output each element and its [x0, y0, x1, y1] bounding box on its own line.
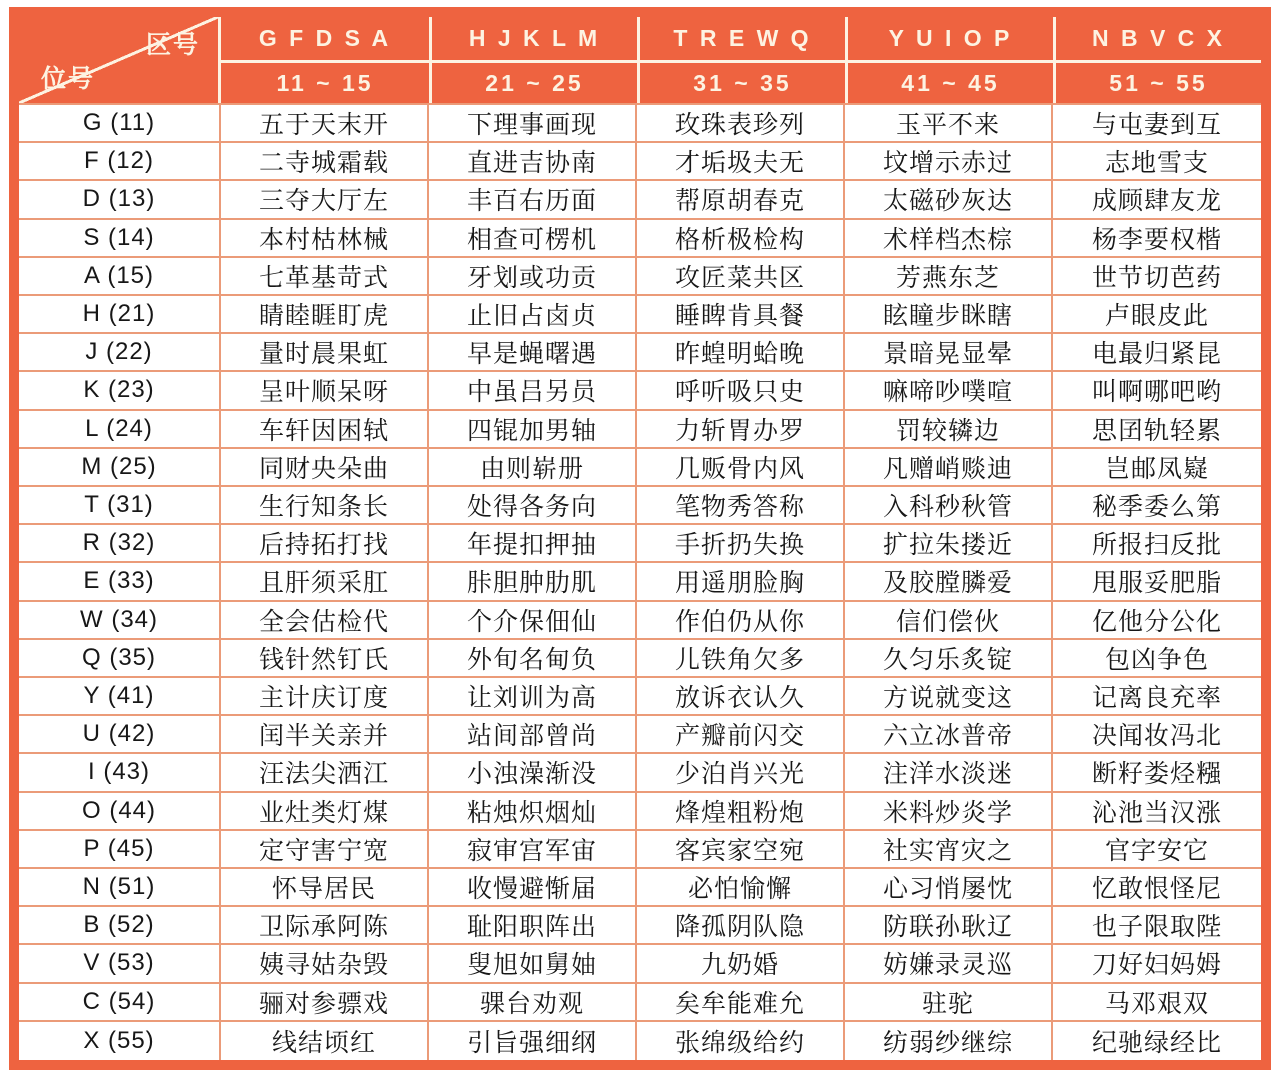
position-number-label: 位号	[41, 65, 96, 93]
code-cell: 客宾家空宛	[637, 831, 845, 869]
code-cell: 收慢避惭届	[429, 869, 637, 907]
code-cell: 作伯仍从你	[637, 602, 845, 640]
row-key-label: L (24)	[19, 411, 221, 449]
code-cell: 用遥朋脸胸	[637, 563, 845, 601]
code-cell: 社实宵灾之	[845, 831, 1053, 869]
code-cell: 牙划或功贡	[429, 258, 637, 296]
code-cell: 刀好妇妈姆	[1053, 945, 1261, 983]
code-cell: 沁池当汉涨	[1053, 793, 1261, 831]
code-cell: 方说就变这	[845, 678, 1053, 716]
code-cell: 也子限取陛	[1053, 907, 1261, 945]
row-key-label: Q (35)	[19, 640, 221, 678]
row-key-label: H (21)	[19, 296, 221, 334]
code-cell: 眩瞳步眯瞎	[845, 296, 1053, 334]
code-cell: 寂审宫军宙	[429, 831, 637, 869]
code-cell: 线结顷红	[221, 1022, 429, 1060]
row-key-label: X (55)	[19, 1022, 221, 1060]
code-cell: 太磁砂灰达	[845, 181, 1053, 219]
code-cell: 忆敢恨怪尼	[1053, 869, 1261, 907]
code-cell: 几贩骨内风	[637, 449, 845, 487]
header-range-group-1: 11 ~ 15	[221, 60, 429, 103]
code-cell: 玉平不来	[845, 105, 1053, 143]
code-cell: 处得各务向	[429, 487, 637, 525]
code-cell: 中虽吕另员	[429, 372, 637, 410]
code-cell: 产瓣前闪交	[637, 716, 845, 754]
code-cell: 电最归紧昆	[1053, 334, 1261, 372]
code-cell: 睡睥肯具餐	[637, 296, 845, 334]
header-range-group-4: 41 ~ 45	[845, 60, 1053, 103]
code-cell: 坟增示赤过	[845, 143, 1053, 181]
code-cell: 世节切芭药	[1053, 258, 1261, 296]
code-cell: 主计庆订度	[221, 678, 429, 716]
code-cell: 卫际承阿陈	[221, 907, 429, 945]
header-range-group-5: 51 ~ 55	[1053, 60, 1261, 103]
code-cell: 年提扣押抽	[429, 525, 637, 563]
code-cell: 笔物秀答称	[637, 487, 845, 525]
code-cell: 信们偿伙	[845, 602, 1053, 640]
code-cell: 嘛啼吵噗喧	[845, 372, 1053, 410]
row-key-label: E (33)	[19, 563, 221, 601]
code-cell: 怀导居民	[221, 869, 429, 907]
code-cell: 景暗晃显晕	[845, 334, 1053, 372]
code-cell: 由则崭册	[429, 449, 637, 487]
code-cell: 断籽娄烃糨	[1053, 754, 1261, 792]
row-key-label: O (44)	[19, 793, 221, 831]
code-cell: 三夺大厅左	[221, 181, 429, 219]
code-cell: 米料炒炎学	[845, 793, 1053, 831]
header-keys-group-4: Y U I O P	[845, 17, 1053, 60]
code-cell: 注洋水淡迷	[845, 754, 1053, 792]
code-cell: 四锟加男轴	[429, 411, 637, 449]
code-cell: 少泊肖兴光	[637, 754, 845, 792]
row-key-label: B (52)	[19, 907, 221, 945]
code-cell: 引旨强细纲	[429, 1022, 637, 1060]
header-keys-group-5: N B V C X	[1053, 17, 1261, 60]
code-cell: 杨李要权楷	[1053, 220, 1261, 258]
code-cell: 同财央朵曲	[221, 449, 429, 487]
code-cell: 全会估检代	[221, 602, 429, 640]
code-cell: 成顾肆友龙	[1053, 181, 1261, 219]
code-cell: 记离良充率	[1053, 678, 1261, 716]
row-key-label: W (34)	[19, 602, 221, 640]
code-cell: 亿他分公化	[1053, 602, 1261, 640]
row-key-label: R (32)	[19, 525, 221, 563]
row-key-label: G (11)	[19, 105, 221, 143]
code-cell: 烽煌粗粉炮	[637, 793, 845, 831]
header-range-group-2: 21 ~ 25	[429, 60, 637, 103]
code-cell: 玫珠表珍列	[637, 105, 845, 143]
code-cell: 五于天末开	[221, 105, 429, 143]
code-cell: 志地雪支	[1053, 143, 1261, 181]
header-keys-group-2: H J K L M	[429, 17, 637, 60]
code-cell: 姨寻姑杂毁	[221, 945, 429, 983]
row-key-label: F (12)	[19, 143, 221, 181]
code-cell: 车轩因困轼	[221, 411, 429, 449]
row-key-label: N (51)	[19, 869, 221, 907]
row-key-label: Y (41)	[19, 678, 221, 716]
row-key-label: M (25)	[19, 449, 221, 487]
code-cell: 帮原胡春克	[637, 181, 845, 219]
code-cell: 相查可楞机	[429, 220, 637, 258]
code-cell: 岂邮凤嶷	[1053, 449, 1261, 487]
code-cell: 骊对参骠戏	[221, 984, 429, 1022]
code-cell: 包凶争色	[1053, 640, 1261, 678]
code-cell: 张绵级给约	[637, 1022, 845, 1060]
code-cell: 九奶婚	[637, 945, 845, 983]
code-cell: 后持拓打找	[221, 525, 429, 563]
code-cell: 放诉衣认久	[637, 678, 845, 716]
code-cell: 思囝轨轻累	[1053, 411, 1261, 449]
row-key-label: S (14)	[19, 220, 221, 258]
header-keys-group-1: G F D S A	[258, 25, 392, 51]
code-cell: 入科秒秋管	[845, 487, 1053, 525]
code-cell: 芳燕东芝	[845, 258, 1053, 296]
code-cell: 久匀乐炙锭	[845, 640, 1053, 678]
code-cell: 所报扫反批	[1053, 525, 1261, 563]
row-key-label: C (54)	[19, 984, 221, 1022]
code-cell: 早是蝇曙遇	[429, 334, 637, 372]
code-cell: 及胶膛膦爱	[845, 563, 1053, 601]
code-cell: 钱针然钉氏	[221, 640, 429, 678]
code-cell: 格析极检构	[637, 220, 845, 258]
code-cell: 官字安它	[1053, 831, 1261, 869]
code-cell: 呼听吸只史	[637, 372, 845, 410]
code-cell: 昨蝗明蛤晚	[637, 334, 845, 372]
row-key-label: K (23)	[19, 372, 221, 410]
row-key-label: I (43)	[19, 754, 221, 792]
code-cell: 定守害宁宽	[221, 831, 429, 869]
code-cell: 生行知条长	[221, 487, 429, 525]
code-cell: 且肝须采肛	[221, 563, 429, 601]
code-cell: 闰半关亲并	[221, 716, 429, 754]
code-cell: 七革基苛式	[221, 258, 429, 296]
code-table-frame	[9, 7, 1271, 1070]
row-key-label: A (15)	[19, 258, 221, 296]
code-cell: 叟旭如舅妯	[429, 945, 637, 983]
code-cell: 小浊澡渐没	[429, 754, 637, 792]
code-cell: 必怕愉懈	[637, 869, 845, 907]
header-corner-cell	[19, 17, 221, 103]
code-cell: 卢眼皮此	[1053, 296, 1261, 334]
code-cell: 止旧占卤贞	[429, 296, 637, 334]
code-cell: 罚较辚边	[845, 411, 1053, 449]
code-cell: 秘季委么第	[1053, 487, 1261, 525]
code-cell: 纪驰绿经比	[1091, 1028, 1222, 1057]
code-cell: 呈叶顺呆呀	[221, 372, 429, 410]
code-cell: 力斩胃办罗	[637, 411, 845, 449]
code-cell: 业灶类灯煤	[221, 793, 429, 831]
code-cell: 本村枯林械	[221, 220, 429, 258]
code-cell: 凡赠峭赕迪	[845, 449, 1053, 487]
code-cell: 骒台劝观	[429, 984, 637, 1022]
code-cell: 外旬名甸负	[429, 640, 637, 678]
code-cell: 丰百右历面	[429, 181, 637, 219]
code-cell: 扩拉朱搂近	[845, 525, 1053, 563]
header-keys-group-3: T R E W Q	[637, 17, 845, 60]
code-cell: 马邓艰双	[1053, 984, 1261, 1022]
code-cell: 汪法尖洒江	[221, 754, 429, 792]
code-cell: 与屯妻到互	[1053, 105, 1261, 143]
row-key-label: P (45)	[19, 831, 221, 869]
code-cell: 防联孙耿辽	[845, 907, 1053, 945]
table-body	[19, 103, 1261, 1060]
code-cell: 驻驼	[845, 984, 1053, 1022]
row-key-label: U (42)	[19, 716, 221, 754]
code-cell: 量时晨果虹	[221, 334, 429, 372]
code-cell: 才垢圾夫无	[637, 143, 845, 181]
code-cell: 睛睦睚盯虎	[221, 296, 429, 334]
code-cell: 儿铁角欠多	[637, 640, 845, 678]
code-cell: 二寺城霜载	[221, 143, 429, 181]
header-range-group-3: 31 ~ 35	[637, 60, 845, 103]
code-cell: 决闻妆冯北	[1053, 716, 1261, 754]
code-cell: 手折扔失换	[637, 525, 845, 563]
code-cell: 下理事画现	[429, 105, 637, 143]
code-cell: 直进吉协南	[429, 143, 637, 181]
zone-number-label: 区号	[145, 31, 200, 59]
row-key-label: T (31)	[19, 487, 221, 525]
code-cell: 粘烛炽烟灿	[429, 793, 637, 831]
code-cell: 甩服妥肥脂	[1053, 563, 1261, 601]
table-header	[19, 17, 1261, 103]
code-cell: 矣牟能难允	[637, 984, 845, 1022]
code-cell: 六立冰普帝	[845, 716, 1053, 754]
code-cell: 降孤阴队隐	[637, 907, 845, 945]
row-key-label: V (53)	[19, 945, 221, 983]
code-cell: 术样档杰棕	[845, 220, 1053, 258]
code-cell: 叫啊哪吧哟	[1053, 372, 1261, 410]
row-key-label: J (22)	[19, 334, 221, 372]
code-cell: 纺弱纱继综	[845, 1022, 1053, 1060]
code-cell: 让刘训为高	[429, 678, 637, 716]
code-cell: 胩胆肿肋肌	[429, 563, 637, 601]
code-cell: 攻匠菜共区	[637, 258, 845, 296]
code-cell: 妨嫌录灵巡	[845, 945, 1053, 983]
code-cell: 耻阳职阵出	[429, 907, 637, 945]
code-cell: 心习悄屡忱	[845, 869, 1053, 907]
code-cell: 站间部曾尚	[429, 716, 637, 754]
code-cell: 个介保佃仙	[429, 602, 637, 640]
row-key-label: D (13)	[19, 181, 221, 219]
